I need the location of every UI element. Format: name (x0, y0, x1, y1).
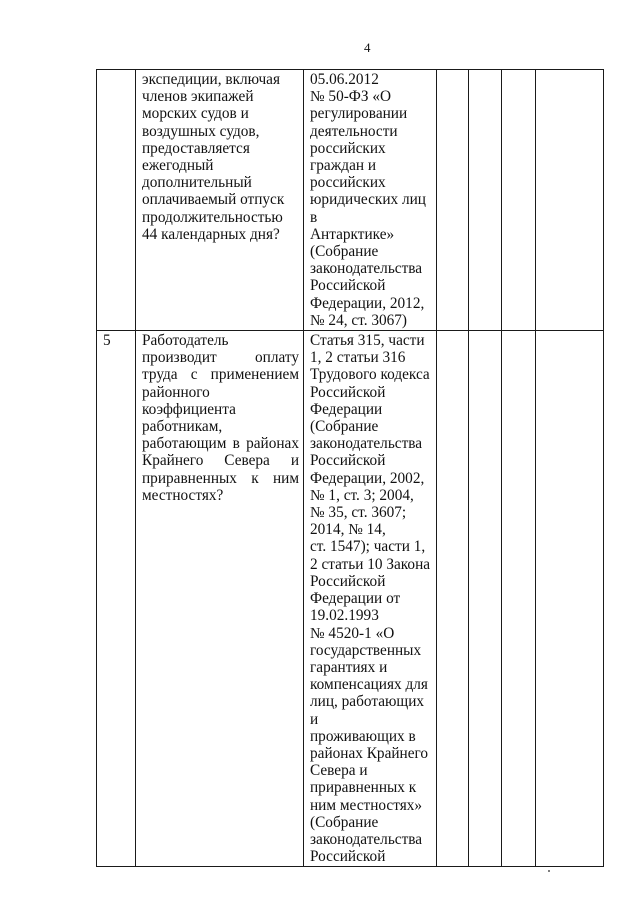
question-cell (136, 331, 304, 867)
answer-cell-yes[interactable] (437, 331, 469, 867)
question-text: Работодатель производит оплату труда с применением районного коэффициента работникам, работающим в районах Крайнего Севера и приравненных к ним местностях? (142, 332, 299, 504)
answer-cell-not-applicable[interactable] (502, 331, 536, 867)
reference-cell (304, 331, 437, 867)
legal-reference-text: Статья 315, части 1, 2 статьи 316 Трудового кодекса Российской Федерации (Собрание законодательства Российской Федерации, 2002, № 1, ст. 3; 2004, № 35, ст. 3607; 2014, № 14, ст. 1547); части 1, 2 статьи 10 Закона Российской Федерации от 19.02.1993 № 4520-1 «О государственных гарантиях и компенсациях для лиц, работающих и проживающих в районах Крайнего Севера и приравненных к ним местностях» (Собрание законодательства Российской (310, 332, 431, 866)
row-number-cell (97, 70, 136, 331)
row-number-cell (97, 331, 136, 867)
legal-reference-text: 05.06.2012 № 50-ФЗ «О регулировании деятельности российских граждан и российских юридических лиц в Антарктике» (Собрание законодательства Российской Федерации, 2012, № 24, ст. 3067) (310, 71, 426, 329)
table-row (97, 70, 604, 331)
table-row (97, 331, 604, 867)
checklist-table (96, 69, 604, 867)
scan-artifact (548, 870, 550, 872)
answer-cell-yes[interactable] (437, 70, 469, 331)
note-cell[interactable] (536, 331, 604, 867)
reference-cell (304, 70, 437, 331)
note-cell[interactable] (536, 70, 604, 331)
answer-cell-no[interactable] (469, 331, 502, 867)
answer-cell-not-applicable[interactable] (502, 70, 536, 331)
answer-cell-no[interactable] (469, 70, 502, 331)
page-number: 4 (364, 40, 371, 55)
question-text: экспедиции, включая членов экипажей морских судов и воздушных судов, предоставляется ежегодный дополнительный оплачиваемый отпуск продолжительностью 44 календарных дня? (142, 71, 285, 243)
row-number: 5 (103, 332, 111, 350)
row-number (97, 70, 135, 72)
question-cell (136, 70, 304, 331)
